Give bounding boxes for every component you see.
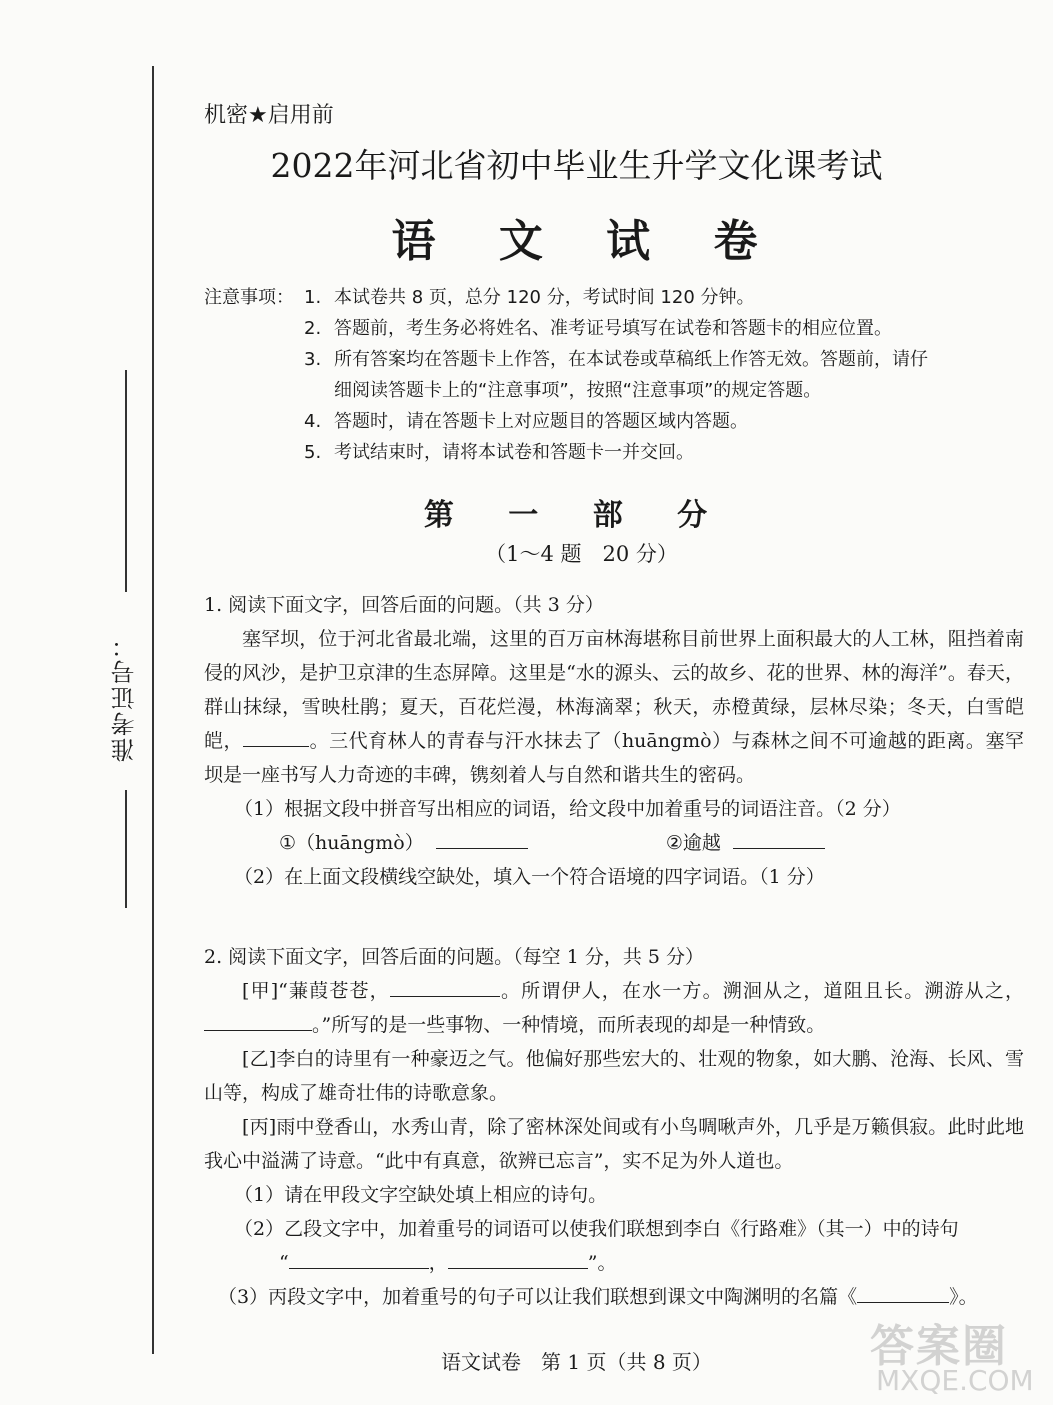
watermark-logo — [870, 1310, 1040, 1400]
question-1 — [204, 588, 1024, 894]
q2-subquestion-3 — [204, 1280, 1024, 1314]
subject-title: 语 文 试 卷 — [391, 216, 782, 267]
q2-s3-text: （3）丙段文字中，加着重号的句子可以让我们联想到课文中陶渊明的名篇《 — [218, 1286, 858, 1308]
note-number: 3. — [304, 349, 322, 370]
exam-title: 2022年河北省初中毕业生升学文化课考试 — [270, 146, 883, 185]
q2-passage-yi: [乙]李白的诗里有一种豪迈之气。他偏好那些宏大的、壮观的物象，如大鹏、沧海、长风、雪山等，构成了雄奇壮伟的诗歌意象。 — [204, 1048, 1024, 1104]
binding-rule-bottom — [125, 790, 127, 908]
notes-row — [204, 437, 1024, 468]
q1-fill-row — [204, 826, 1024, 860]
q2-jia-part2: 。所谓伊人，在水一方。溯洄从之，道阻且长。溯游从之， — [499, 980, 1024, 1002]
q1-blank — [243, 728, 309, 747]
q2-fill-blank-1 — [289, 1250, 429, 1269]
question-2 — [204, 940, 1024, 1314]
q1-passage-part2: 。三代育林人的青春与汗水抹去了（huāngmò）与森林之间不可逾越的距离。塞罕坝是一座书写人力奇迹的丰碑，镌刻着人与自然和谐共生的密码。 — [204, 730, 1024, 786]
note-number — [304, 375, 334, 406]
q2-passage-bing: [丙]雨中登香山，水秀山青，除了密林深处间或有小鸟啁啾声外，几乎是万籁俱寂。此时此地我心中溢满了诗意。“此中有真意，欲辨已忘言”，实不足为外人道也。 — [204, 1116, 1024, 1172]
notes-row — [204, 375, 1024, 406]
q1-passage — [204, 622, 1024, 792]
watermark-url: MXQE.COM — [876, 1364, 1034, 1397]
watermark-text: 答案圈 — [870, 1321, 1008, 1372]
confidential-mark: 机密★启用前 — [204, 103, 334, 128]
q2-subquestion-2: （2）乙段文字中，加着重号的词语可以使我们联想到李白《行路难》（其一）中的诗句 — [234, 1218, 959, 1240]
note-text: 考试结束时，请将本试卷和答题卡一并交回。 — [334, 442, 694, 463]
q2-quote-open: “ — [279, 1252, 289, 1274]
q1-fill-1-blank — [436, 830, 528, 849]
note-text: 答题时，请在答题卡上对应题目的答题区域内答题。 — [334, 411, 748, 432]
q2-fill-blank-2 — [448, 1250, 588, 1269]
note-text: 细阅读答题卡上的“注意事项”，按照“注意事项”的规定答题。 — [334, 380, 822, 401]
binding-strip — [105, 370, 145, 910]
page-footer: 语文试卷 第 1 页（共 8 页） — [441, 1350, 712, 1374]
q2-quote-comma: ， — [428, 1252, 448, 1274]
q2-s3-blank — [857, 1284, 949, 1303]
notes-row — [204, 344, 1024, 375]
q2-jia-blank-1 — [390, 978, 500, 997]
note-number: 4. — [304, 411, 322, 432]
q1-fill-2-label: ②逾越 — [665, 832, 721, 854]
note-text: 答题前，考生务必将姓名、准考证号填写在试卷和答题卡的相应位置。 — [334, 318, 892, 339]
q2-quote-close: ”。 — [587, 1252, 617, 1274]
q1-passage-part1: 塞罕坝，位于河北省最北端，这里的百万亩林海堪称目前世界上面积最大的人工林，阻挡着南侵的风沙，是护卫京津的生态屏障。这里是“水的源头、云的故乡、花的世界、林的海洋”。春天，群山抹绿，雪映杜鹃；夏天，百花烂漫，林海滴翠；秋天，赤橙黄绿，层林尽染；冬天，白雪皑皑， — [204, 628, 1024, 752]
q2-fill-row — [204, 1246, 1024, 1280]
notes-section — [204, 282, 1024, 468]
q2-jia-part3: 。”所写的是一些事物、一种情境，而所表现的却是一种情致。 — [312, 1014, 826, 1036]
part-subtitle: （1～4 题 20 分） — [485, 542, 678, 566]
note-text: 本试卷共 8 页，总分 120 分，考试时间 120 分钟。 — [334, 287, 755, 308]
note-number: 1. — [304, 287, 322, 308]
q1-stem: 1. 阅读下面文字，回答后面的问题。（共 3 分） — [204, 594, 604, 616]
q2-jia-blank-2 — [204, 1012, 312, 1031]
note-text: 所有答案均在答题卡上作答，在本试卷或草稿纸上作答无效。答题前，请仔 — [334, 349, 928, 370]
q2-passage-jia — [204, 974, 1024, 1042]
q1-subquestion-1: （1）根据文段中拼音写出相应的词语，给文段中加着重号的词语注音。（2 分） — [234, 798, 901, 820]
exam-number-label: 准考证号： — [111, 632, 139, 762]
part-title: 第 一 部 分 — [423, 498, 730, 533]
q2-stem: 2. 阅读下面文字，回答后面的问题。（每空 1 分，共 5 分） — [204, 946, 705, 968]
note-number: 2. — [304, 318, 322, 339]
notes-row — [204, 406, 1024, 437]
notes-label: 注意事项： — [204, 287, 294, 308]
q2-s3-close: 》。 — [949, 1286, 978, 1308]
q1-subquestion-2: （2）在上面文段横线空缺处，填入一个符合语境的四字词语。（1 分） — [234, 866, 825, 888]
q1-fill-1-label: ①（huāngmò） — [279, 832, 424, 854]
q2-jia-part1: [甲]“蒹葭苍苍， — [242, 980, 390, 1002]
q2-subquestion-1: （1）请在甲段文字空缺处填上相应的诗句。 — [234, 1184, 608, 1206]
note-number: 5. — [304, 442, 322, 463]
notes-row — [204, 313, 1024, 344]
notes-row — [204, 282, 1024, 313]
q1-fill-2-blank — [733, 830, 825, 849]
